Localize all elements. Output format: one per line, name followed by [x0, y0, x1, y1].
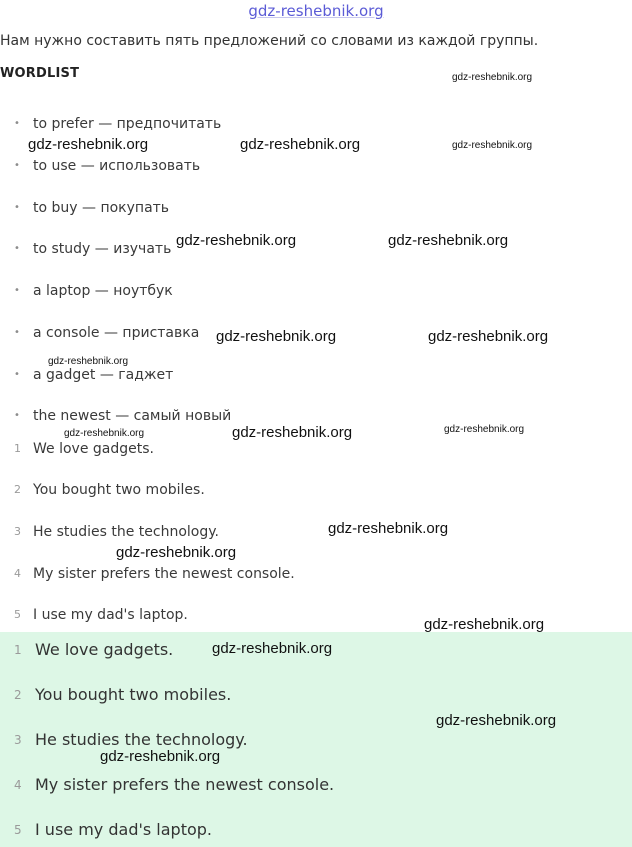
answer-text: We love gadgets.	[35, 640, 174, 659]
bullet-icon: •	[14, 410, 20, 421]
sentence-item	[14, 482, 205, 498]
sentence-number: 2	[14, 483, 21, 496]
wordlist-heading: WORDLIST	[0, 66, 80, 81]
sentence-number: 3	[14, 525, 21, 538]
wordlist-item	[14, 158, 200, 174]
answer-text: I use my dad's laptop.	[35, 820, 212, 839]
wordlist-item-text: to study — изучать	[33, 241, 172, 257]
watermark: gdz-reshebnik.org	[452, 72, 533, 83]
wordlist-item-text: to use — использовать	[33, 158, 201, 174]
watermark: gdz-reshebnik.org	[116, 544, 237, 561]
bullet-icon: •	[14, 118, 20, 129]
watermark: gdz-reshebnik.org	[428, 328, 549, 345]
watermark: gdz-reshebnik.org	[212, 640, 333, 657]
watermark: gdz-reshebnik.org	[452, 140, 533, 151]
answer-text: My sister prefers the newest console.	[35, 775, 335, 794]
watermark: gdz-reshebnik.org	[48, 356, 129, 367]
sentence-number: 1	[14, 442, 21, 455]
answer-item	[14, 775, 334, 794]
answer-number: 4	[14, 778, 22, 792]
wordlist-item-text: to buy — покупать	[33, 200, 170, 216]
answer-text: He studies the technology.	[35, 730, 248, 749]
wordlist-item-text: a console — приставка	[33, 325, 200, 341]
bullet-icon: •	[14, 202, 20, 213]
answer-number: 5	[14, 823, 22, 837]
answer-item	[14, 820, 212, 839]
bullet-icon: •	[14, 327, 20, 338]
watermark: gdz-reshebnik.org	[216, 328, 337, 345]
wordlist-item	[14, 367, 173, 383]
watermark: gdz-reshebnik.org	[232, 424, 353, 441]
bullet-icon: •	[14, 285, 20, 296]
answer-number: 1	[14, 643, 22, 657]
wordlist-item	[14, 408, 231, 424]
sentence-number: 5	[14, 608, 21, 621]
answer-item	[14, 730, 248, 749]
answer-item	[14, 685, 231, 704]
watermark: gdz-reshebnik.org	[100, 748, 221, 765]
sentence-item	[14, 524, 219, 540]
wordlist-item-text: the newest — самый новый	[33, 408, 232, 424]
answer-number: 2	[14, 688, 22, 702]
wordlist-item	[14, 241, 171, 257]
watermark: gdz-reshebnik.org	[28, 136, 149, 153]
wordlist-item-text: to prefer — предпочитать	[33, 116, 222, 132]
sentence-text: My sister prefers the newest console.	[33, 566, 295, 582]
bullet-icon: •	[14, 160, 20, 171]
watermark: gdz-reshebnik.org	[64, 428, 145, 439]
site-header-link[interactable]: gdz-reshebnik.org	[248, 2, 384, 20]
watermark: gdz-reshebnik.org	[424, 616, 545, 633]
sentence-item	[14, 566, 295, 582]
wordlist-item-text: a laptop — ноутбук	[33, 283, 173, 299]
wordlist-item	[14, 116, 221, 132]
sentence-item	[14, 441, 154, 457]
intro-text: Нам нужно составить пять предложений со словами из каждой группы.	[0, 33, 539, 49]
watermark: gdz-reshebnik.org	[444, 424, 525, 435]
sentence-text: You bought two mobiles.	[33, 482, 205, 498]
sentence-text: I use my dad's laptop.	[33, 607, 188, 623]
wordlist-item	[14, 325, 199, 341]
wordlist-item	[14, 200, 169, 216]
answer-text: You bought two mobiles.	[35, 685, 232, 704]
watermark: gdz-reshebnik.org	[388, 232, 509, 249]
bullet-icon: •	[14, 243, 20, 254]
wordlist-item-text: a gadget — гаджет	[33, 367, 174, 383]
bullet-icon: •	[14, 369, 20, 380]
sentence-text: He studies the technology.	[33, 524, 219, 540]
sentence-text: We love gadgets.	[33, 441, 154, 457]
answer-number: 3	[14, 733, 22, 747]
watermark: gdz-reshebnik.org	[240, 136, 361, 153]
answer-item	[14, 640, 173, 659]
watermark: gdz-reshebnik.org	[436, 712, 557, 729]
wordlist-item	[14, 283, 173, 299]
sentence-number: 4	[14, 567, 21, 580]
sentence-item	[14, 607, 188, 623]
watermark: gdz-reshebnik.org	[176, 232, 297, 249]
watermark: gdz-reshebnik.org	[328, 520, 449, 537]
